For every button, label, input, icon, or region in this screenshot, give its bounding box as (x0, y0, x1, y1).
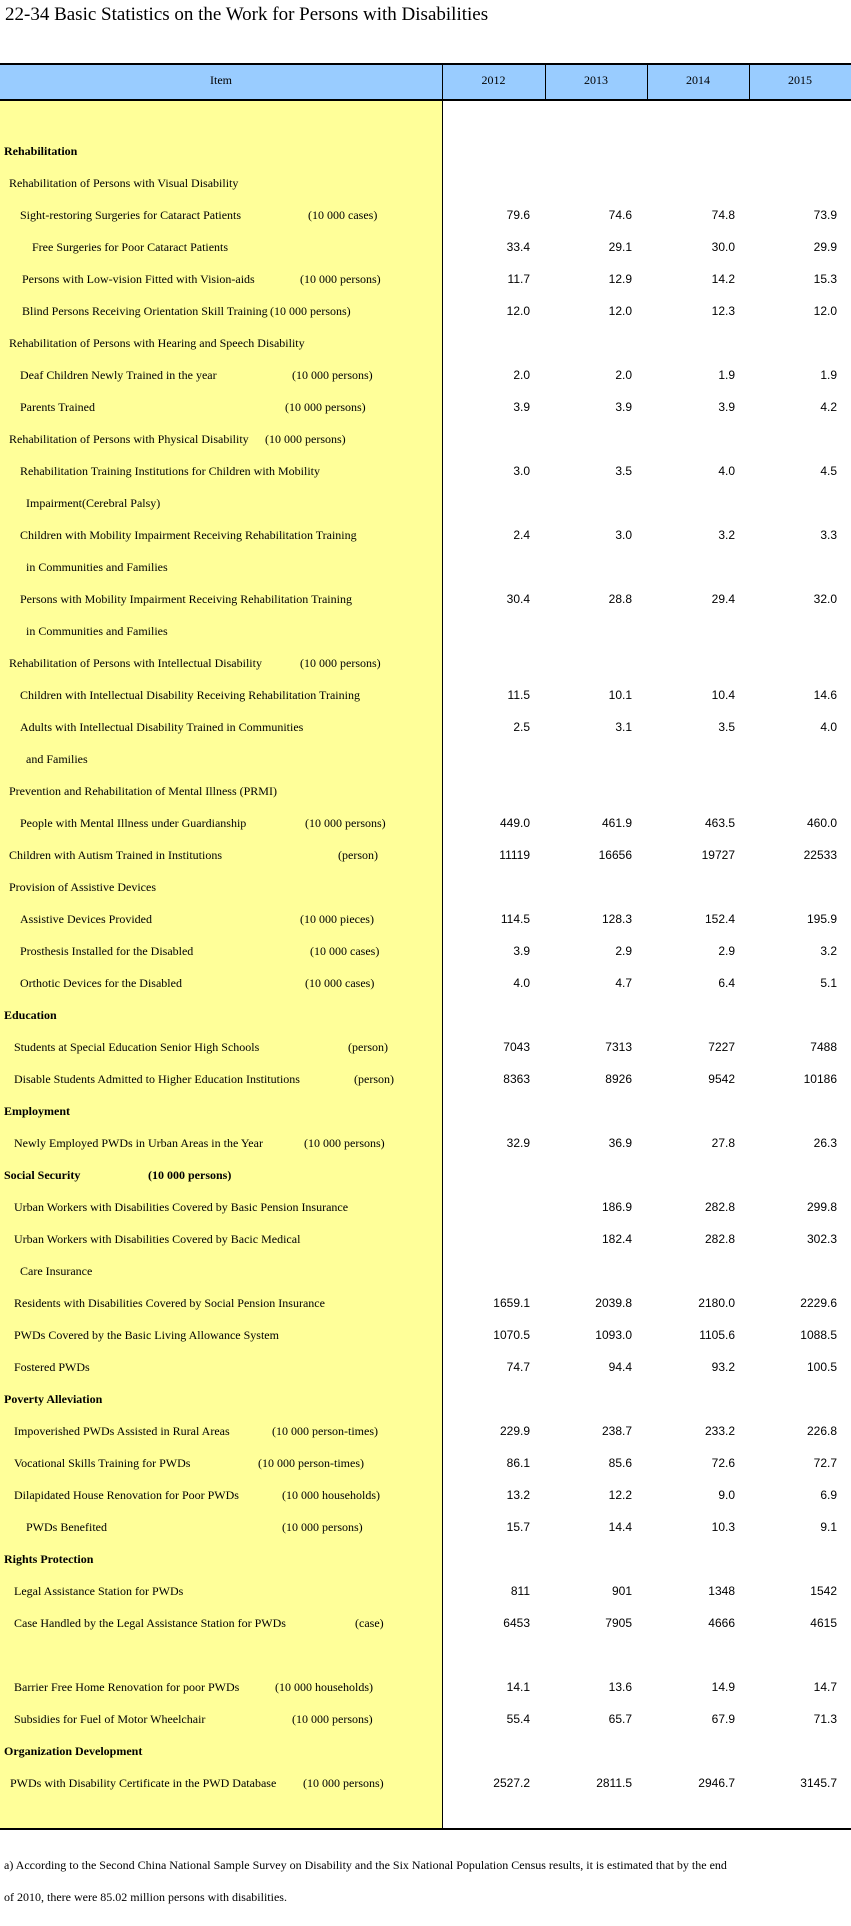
value-cell-2015: 100.5 (806, 1360, 837, 1374)
table-row (0, 551, 851, 583)
row-label: Care Insurance (20, 1264, 93, 1278)
row-label: Residents with Disabilities Covered by Social Pension Insurance (14, 1296, 325, 1310)
row-unit: (10 000 persons) (300, 272, 381, 286)
value-cell-2015: 73.9 (813, 208, 837, 222)
value-cell-2013: 94.4 (608, 1360, 632, 1374)
value-cell-2014: 10.3 (711, 1520, 735, 1534)
value-cell-2013: 182.4 (601, 1232, 632, 1246)
value-cell-2012: 55.4 (506, 1712, 530, 1726)
value-cell-2014: 3.2 (718, 528, 735, 542)
value-cell-2012: 74.7 (506, 1360, 530, 1374)
value-cell-2012: 11.5 (507, 688, 530, 702)
row-unit: (10 000 persons) (305, 816, 386, 830)
row-label: Children with Intellectual Disability Receiving Rehabilitation Training (20, 688, 360, 702)
value-cell-2014: 7227 (708, 1040, 735, 1054)
row-label: Children with Autism Trained in Institutions (9, 848, 223, 862)
value-cell-2012: 79.6 (506, 208, 530, 222)
table-row (0, 583, 851, 615)
value-cell-2014: 233.2 (704, 1424, 735, 1438)
value-cell-2015: 26.3 (813, 1136, 837, 1150)
value-cell-2015: 3145.7 (800, 1776, 837, 1790)
value-cell-2013: 2.0 (615, 368, 632, 382)
value-cell-2015: 15.3 (813, 272, 837, 286)
row-label: Prosthesis Installed for the Disabled (20, 944, 194, 958)
value-cell-2015: 1.9 (820, 368, 837, 382)
row-label: Organization Development (4, 1744, 143, 1758)
value-cell-2013: 10.1 (608, 688, 632, 702)
table-row (0, 903, 851, 935)
row-label: Provision of Assistive Devices (9, 880, 156, 894)
value-cell-2013: 238.7 (601, 1424, 632, 1438)
value-cell-2015: 14.7 (813, 1680, 837, 1694)
table-row (0, 327, 851, 359)
value-cell-2012: 2.0 (513, 368, 530, 382)
value-cell-2013: 12.0 (608, 304, 632, 318)
value-cell-2014: 282.8 (704, 1200, 735, 1214)
value-cell-2015: 4.0 (820, 720, 837, 734)
table-row (0, 1319, 851, 1351)
value-cell-2012: 32.9 (506, 1136, 530, 1150)
value-cell-2012: 3.0 (513, 464, 530, 478)
value-cell-2015: 71.3 (813, 1712, 837, 1726)
header-year-2014: 2014 (686, 73, 710, 87)
value-cell-2014: 93.2 (711, 1360, 735, 1374)
value-cell-2014: 1105.6 (699, 1328, 735, 1342)
value-cell-2013: 3.5 (615, 464, 632, 478)
table-row (0, 231, 851, 263)
value-cell-2015: 4615 (810, 1616, 837, 1630)
value-cell-2015: 1088.5 (800, 1328, 837, 1342)
value-cell-2013: 12.2 (608, 1488, 632, 1502)
value-cell-2015: 3.3 (820, 528, 837, 542)
value-cell-2013: 901 (611, 1584, 632, 1598)
row-label: Rehabilitation of Persons with Visual Disability (9, 176, 239, 190)
table-row (0, 1703, 851, 1735)
table-row (0, 743, 851, 775)
value-cell-2013: 3.0 (615, 528, 632, 542)
statistics-table (0, 63, 851, 1830)
value-cell-2015: 4.5 (820, 464, 837, 478)
value-cell-2013: 1093.0 (595, 1328, 632, 1342)
value-cell-2013: 8926 (605, 1072, 632, 1086)
row-unit: (person) (354, 1072, 394, 1086)
value-cell-2012: 3.9 (513, 944, 530, 958)
value-cell-2012: 2527.2 (493, 1776, 530, 1790)
header-year-2015: 2015 (788, 73, 812, 87)
table-row (0, 1671, 851, 1703)
table-bottom-rule (0, 1828, 851, 1830)
value-cell-2015: 9.1 (820, 1520, 837, 1534)
value-cell-2012: 1659.1 (493, 1296, 530, 1310)
table-row (0, 1415, 851, 1447)
table-row (0, 1767, 851, 1799)
table-row (0, 871, 851, 903)
row-label: PWDs with Disability Certificate in the PWD Database (10, 1776, 277, 1790)
table-row (0, 839, 851, 871)
value-cell-2014: 1348 (708, 1584, 735, 1598)
row-label: Rehabilitation of Persons with Physical Disability (9, 432, 249, 446)
value-cell-2013: 7905 (605, 1616, 632, 1630)
value-cell-2012: 14.1 (506, 1680, 530, 1694)
value-cell-2014: 4666 (708, 1616, 735, 1630)
table-row (0, 1031, 851, 1063)
value-cell-2012: 33.4 (506, 240, 530, 254)
row-label: PWDs Benefited (26, 1520, 107, 1534)
row-label: Free Surgeries for Poor Cataract Patients (32, 240, 229, 254)
value-cell-2013: 13.6 (608, 1680, 632, 1694)
row-unit: (10 000 person-times) (258, 1456, 364, 1470)
table-row (0, 1255, 851, 1287)
row-label: Prevention and Rehabilitation of Mental Illness (PRMI) (9, 784, 277, 798)
value-cell-2012: 86.1 (506, 1456, 530, 1470)
value-cell-2012: 13.2 (506, 1488, 530, 1502)
section-row (0, 1735, 851, 1767)
table-row (0, 615, 851, 647)
table-row (0, 1287, 851, 1319)
value-cell-2013: 36.9 (608, 1136, 632, 1150)
row-label: Disable Students Admitted to Higher Education Institutions (14, 1072, 300, 1086)
footnote-line-1: a) According to the Second China National Sample Survey on Disability and the Six National Population Census results, it is estimated that by the end (4, 1858, 727, 1872)
table-row (0, 1479, 851, 1511)
row-unit: (10 000 persons) (292, 1712, 373, 1726)
value-cell-2014: 14.9 (711, 1680, 735, 1694)
row-unit: (10 000 households) (275, 1680, 373, 1694)
table-row (0, 1607, 851, 1639)
table-row (0, 1351, 851, 1383)
value-cell-2012: 11.7 (507, 272, 530, 286)
row-label: Subsidies for Fuel of Motor Wheelchair (14, 1712, 206, 1726)
row-label: PWDs Covered by the Basic Living Allowance System (14, 1328, 279, 1342)
table-row (0, 647, 851, 679)
row-label: Rights Protection (4, 1552, 94, 1566)
row-unit: (person) (338, 848, 378, 862)
row-unit: (10 000 persons) (300, 656, 381, 670)
value-cell-2015: 3.2 (820, 944, 837, 958)
value-cell-2012: 3.9 (513, 400, 530, 414)
value-cell-2015: 6.9 (820, 1488, 837, 1502)
row-label: Impoverished PWDs Assisted in Rural Areas (14, 1424, 230, 1438)
table-row (0, 423, 851, 455)
value-cell-2014: 6.4 (718, 976, 735, 990)
value-cell-2015: 195.9 (806, 912, 837, 926)
value-cell-2013: 65.7 (608, 1712, 632, 1726)
row-label: Adults with Intellectual Disability Trained in Communities (20, 720, 304, 734)
row-label: Children with Mobility Impairment Receiving Rehabilitation Training (20, 528, 357, 542)
value-cell-2012: 11119 (499, 848, 530, 862)
row-unit: (case) (355, 1616, 384, 1630)
value-cell-2015: 299.8 (806, 1200, 837, 1214)
value-cell-2014: 3.9 (718, 400, 735, 414)
value-cell-2013: 4.7 (615, 976, 632, 990)
value-cell-2012: 114.5 (500, 912, 530, 926)
table-row (0, 1063, 851, 1095)
value-cell-2014: 152.4 (704, 912, 735, 926)
row-unit: (10 000 cases) (310, 944, 380, 958)
value-cell-2014: 2.9 (718, 944, 735, 958)
row-unit: (10 000 cases) (305, 976, 375, 990)
value-cell-2012: 15.7 (506, 1520, 530, 1534)
value-cell-2014: 12.3 (711, 304, 735, 318)
value-cell-2015: 10186 (803, 1072, 837, 1086)
value-cell-2014: 2180.0 (698, 1296, 735, 1310)
row-label: Newly Employed PWDs in Urban Areas in the Year (14, 1136, 263, 1150)
value-cell-2014: 1.9 (718, 368, 735, 382)
value-cell-2015: 72.7 (813, 1456, 837, 1470)
section-row (0, 1159, 851, 1191)
row-unit: (10 000 persons) (265, 432, 346, 446)
value-cell-2015: 460.0 (806, 816, 837, 830)
table-row (0, 775, 851, 807)
row-unit: (10 000 cases) (308, 208, 378, 222)
table-row (0, 455, 851, 487)
value-cell-2014: 3.5 (718, 720, 735, 734)
row-label: and Families (26, 752, 88, 766)
value-cell-2014: 4.0 (718, 464, 735, 478)
row-label: Students at Special Education Senior High Schools (14, 1040, 260, 1054)
table-row (0, 679, 851, 711)
row-label: Deaf Children Newly Trained in the year (20, 368, 217, 382)
value-cell-2015: 7488 (810, 1040, 837, 1054)
row-label: Dilapidated House Renovation for Poor PWDs (14, 1488, 239, 1502)
row-label: Sight-restoring Surgeries for Cataract Patients (20, 208, 242, 222)
value-cell-2015: 4.2 (820, 400, 837, 414)
footnote-line-2: of 2010, there were 85.02 million persons with disabilities. (4, 1890, 287, 1904)
header-divider (545, 63, 546, 101)
table-row (0, 1575, 851, 1607)
row-label: Barrier Free Home Renovation for poor PWDs (14, 1680, 240, 1694)
value-cell-2015: 32.0 (813, 592, 837, 606)
value-cell-2012: 6453 (503, 1616, 530, 1630)
section-row (0, 1543, 851, 1575)
table-row (0, 295, 851, 327)
value-cell-2012: 7043 (503, 1040, 530, 1054)
row-unit: (10 000 persons) (303, 1776, 384, 1790)
value-cell-2012: 449.0 (499, 816, 530, 830)
table-row (0, 967, 851, 999)
row-unit: (person) (348, 1040, 388, 1054)
value-cell-2015: 14.6 (813, 688, 837, 702)
table-row (0, 519, 851, 551)
value-cell-2013: 2.9 (615, 944, 632, 958)
table-row (0, 487, 851, 519)
value-cell-2013: 85.6 (608, 1456, 632, 1470)
row-label: Case Handled by the Legal Assistance Station for PWDs (14, 1616, 286, 1630)
value-cell-2014: 10.4 (711, 688, 735, 702)
row-unit: (10 000 persons) (282, 1520, 363, 1534)
value-cell-2015: 5.1 (820, 976, 837, 990)
row-label: Rehabilitation of Persons with Intellectual Disability (9, 656, 262, 670)
row-unit: (10 000 persons) (304, 1136, 385, 1150)
row-unit: (10 000 pieces) (300, 912, 374, 926)
table-row (0, 1191, 851, 1223)
value-cell-2013: 128.3 (601, 912, 632, 926)
value-cell-2012: 30.4 (506, 592, 530, 606)
row-label: Poverty Alleviation (4, 1392, 103, 1406)
value-cell-2015: 226.8 (806, 1424, 837, 1438)
row-unit: (10 000 persons) (148, 1168, 232, 1182)
value-cell-2013: 186.9 (601, 1200, 632, 1214)
header-divider (749, 63, 750, 101)
table-row (0, 935, 851, 967)
row-label: Urban Workers with Disabilities Covered by Basic Pension Insurance (14, 1200, 349, 1214)
value-cell-2014: 282.8 (704, 1232, 735, 1246)
row-unit: (10 000 households) (282, 1488, 380, 1502)
table-row (0, 167, 851, 199)
row-label: Persons with Low-vision Fitted with Vision-aids (22, 272, 255, 286)
header-divider (647, 63, 648, 101)
value-cell-2015: 29.9 (813, 240, 837, 254)
table-row (0, 1223, 851, 1255)
table-row (0, 807, 851, 839)
value-cell-2015: 2229.6 (800, 1296, 837, 1310)
value-cell-2014: 27.8 (711, 1136, 735, 1150)
value-cell-2013: 16656 (598, 848, 632, 862)
value-cell-2013: 14.4 (608, 1520, 632, 1534)
value-cell-2014: 30.0 (711, 240, 735, 254)
value-cell-2013: 3.9 (615, 400, 632, 414)
table-row (0, 711, 851, 743)
row-label: in Communities and Families (26, 560, 168, 574)
value-cell-2013: 7313 (605, 1040, 632, 1054)
row-label: Education (4, 1008, 57, 1022)
table-row (0, 1447, 851, 1479)
header-year-2013: 2013 (584, 73, 608, 87)
value-cell-2013: 2811.5 (596, 1776, 632, 1790)
row-label: Impairment(Cerebral Palsy) (26, 496, 161, 510)
row-label: in Communities and Families (26, 624, 168, 638)
row-label: Rehabilitation Training Institutions for Children with Mobility (20, 464, 320, 478)
value-cell-2014: 463.5 (704, 816, 735, 830)
table-row (0, 199, 851, 231)
section-row (0, 999, 851, 1031)
value-cell-2013: 29.1 (608, 240, 632, 254)
section-row (0, 1095, 851, 1127)
row-label: Blind Persons Receiving Orientation Skill Training (22, 304, 268, 318)
value-cell-2012: 1070.5 (493, 1328, 530, 1342)
row-unit: (10 000 persons) (285, 400, 366, 414)
table-row (0, 1511, 851, 1543)
row-label: Employment (4, 1104, 70, 1118)
row-unit: (10 000 persons) (270, 304, 351, 318)
row-unit: (10 000 person-times) (272, 1424, 378, 1438)
value-cell-2012: 4.0 (513, 976, 530, 990)
value-cell-2015: 1542 (810, 1584, 837, 1598)
value-cell-2012: 12.0 (506, 304, 530, 318)
row-label: Fostered PWDs (14, 1360, 90, 1374)
table-row (0, 391, 851, 423)
value-cell-2015: 12.0 (813, 304, 837, 318)
value-cell-2012: 2.5 (513, 720, 530, 734)
row-label: Assistive Devices Provided (20, 912, 152, 926)
value-cell-2014: 19727 (701, 848, 735, 862)
table-row (0, 359, 851, 391)
value-cell-2014: 9.0 (718, 1488, 735, 1502)
value-cell-2013: 74.6 (608, 208, 632, 222)
value-cell-2013: 2039.8 (595, 1296, 632, 1310)
row-label: Parents Trained (20, 400, 95, 414)
row-label: Legal Assistance Station for PWDs (14, 1584, 184, 1598)
row-label: Urban Workers with Disabilities Covered by Bacic Medical (14, 1232, 301, 1246)
value-cell-2012: 229.9 (499, 1424, 530, 1438)
value-cell-2013: 3.1 (615, 720, 632, 734)
header-year-2012: 2012 (481, 73, 506, 87)
row-label: Vocational Skills Training for PWDs (14, 1456, 191, 1470)
value-cell-2014: 29.4 (711, 592, 735, 606)
value-cell-2012: 2.4 (513, 528, 530, 542)
table-row (0, 263, 851, 295)
row-unit: (10 000 persons) (292, 368, 373, 382)
value-cell-2012: 8363 (503, 1072, 530, 1086)
value-cell-2012: 811 (510, 1584, 530, 1598)
table-row (0, 1639, 851, 1671)
value-cell-2013: 12.9 (608, 272, 632, 286)
value-cell-2013: 461.9 (601, 816, 632, 830)
section-row (0, 135, 851, 167)
value-cell-2013: 28.8 (608, 592, 632, 606)
section-row (0, 1383, 851, 1415)
row-label: Rehabilitation of Persons with Hearing and Speech Disability (9, 336, 305, 350)
value-cell-2014: 9542 (708, 1072, 735, 1086)
value-cell-2014: 67.9 (711, 1712, 735, 1726)
row-label: Persons with Mobility Impairment Receiving Rehabilitation Training (20, 592, 352, 606)
value-cell-2014: 74.8 (711, 208, 735, 222)
header-item: Item (210, 73, 232, 87)
value-cell-2014: 72.6 (711, 1456, 735, 1470)
row-label: Social Security (4, 1168, 81, 1182)
row-label: People with Mental Illness under Guardianship (20, 816, 247, 830)
table-row (0, 1127, 851, 1159)
value-cell-2015: 22533 (803, 848, 837, 862)
row-label: Rehabilitation (4, 144, 78, 158)
page-title: 22-34 Basic Statistics on the Work for Persons with Disabilities (5, 4, 489, 25)
row-label: Orthotic Devices for the Disabled (20, 976, 182, 990)
value-cell-2014: 2946.7 (698, 1776, 735, 1790)
value-cell-2014: 14.2 (711, 272, 735, 286)
value-cell-2015: 302.3 (806, 1232, 837, 1246)
